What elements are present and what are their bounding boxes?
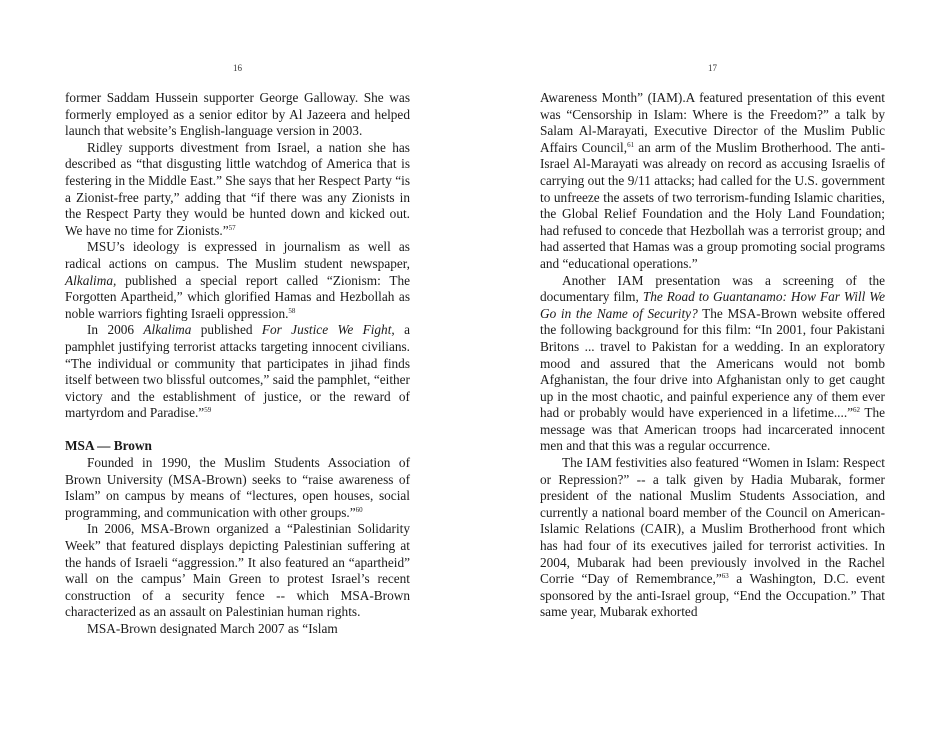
footnote-ref: 58 [288,306,296,315]
footnote-ref: 62 [853,406,861,415]
paragraph: The IAM festivities also featured “Women in Islam: Respect or Repression?” -- a talk given by Hadia Mubarak, former president of the national Muslim Students Association, and currently a national board member of the Council on American-Islamic Relations (CAIR), a Muslim Brotherhood front which has had four of its executives jailed for terrorist activities. In 2004, Mubarak had been previously involved in the Rachel Corrie “Day of Remembrance,”$^{63}$ a Washington, D.C. event sponsored by the anti-Israel group, “End the Occupation.” That same year, Mubarak exhorted [540,455,886,620]
paragraph: Awareness Month” (IAM).A featured presentation of this event was “Censorship in Islam: Where is the Freedom?” a talk by Salam Al-Marayati, Executive Director of the Muslim Public Affairs Council,$^{61}$ an arm of the Muslim Brotherhood. The anti-Israel Al-Marayati was already on record as accusing Israelis of carrying out the 9/11 attacks; had called for the U.S. government to unfreeze the assets of two terrorism-funding Islamic charities, the Global Relief Foundation and the Holy Land Foundation; had refused to concede that Hezbollah was a terrorist group; and had asserted that Hamas was a group promoting social programs and “educational operations.” [540,90,885,271]
footnote-ref: 60 [355,505,363,514]
footnote-ref: 63 [721,572,729,581]
paragraph: Founded in 1990, the Muslim Students Association of Brown University (MSA-Brown) seeks to “raise awareness of Islam” on campus by means of “lectures, open houses, social programming, and communication with other groups.”$^{60}$ [65,455,410,520]
paragraph: MSU’s ideology is expressed in journalism as well as radical actions on campus. The Muslim student newspaper, Alkalima, published a special report called “Zionism: The Forgotten Apartheid,” which glorified Hamas and Hezbollah as noble warriors fighting Israeli oppression.$^{58}$ [65,239,410,321]
page-number: 16 [233,63,242,73]
paragraph: Another IAM presentation was a screening of the documentary film, The Road to Guantanamo: How Far Will We Go in the Name of Security? The MSA-Brown website offered the following background for this film: “In 2001, four Pakistani Britons ... travel to Pakistan for a wedding. In an exploratory mood and assured that the Americans would not bomb Afghanistan, the four drive into Afghanistan only to get caught up in the most chaotic, and painful experience any of them ever had or probably would have experienced in a lifetime....”$^{62}$ The message was that American troops had incarcerated innocent men and that this was a regular occurrence. [540,272,885,454]
page-number: 17 [708,63,717,73]
paragraph: Ridley supports divestment from Israel, a nation she has described as “that disgusting little watchdog of America that is festering in the Middle East.” She says that her Respect Party “is a Zionist-free party,” adding that “if there was any Zionists in the Respect Party they would be hunted down and kicked out. We have no time for Zionists.”$^{57}$ [65,139,410,238]
section-heading: MSA — Brown [65,438,152,454]
paragraph: MSA-Brown designated March 2007 as “Islam [87,621,338,636]
paragraph: In 2006, MSA-Brown organized a “Palestinian Solidarity Week” that featured displays depicting Palestinian suffering at the hands of Israeli “aggression.” It also featured an “apartheid” wall on the campus’ Main Green to protest Israel’s recent construction of a security fence -- which MSA-Brown characterized as an assault on Palestinian human rights. [65,521,410,620]
page-body [65,90,410,638]
paragraph: In 2006 Alkalima published For Justice We Fight, a pamphlet justifying terrorist attacks targeting innocent civilians. “The individual or community that participates in jihad finds itself between two blissful outcomes,” said the pamphlet, “either victory and the establishment of justice, or the reward of martyrdom and Paradise.”$^{59}$ [65,322,410,421]
page-body [540,90,885,621]
footnote-ref: 61 [627,140,635,149]
footnote-ref: 59 [204,406,212,415]
footnote-ref: 57 [228,223,236,232]
paragraph: former Saddam Hussein supporter George Galloway. She was formerly employed as a senior editor by Al Jazeera and helped launch that website’s English-language version in 2003. [65,90,410,139]
